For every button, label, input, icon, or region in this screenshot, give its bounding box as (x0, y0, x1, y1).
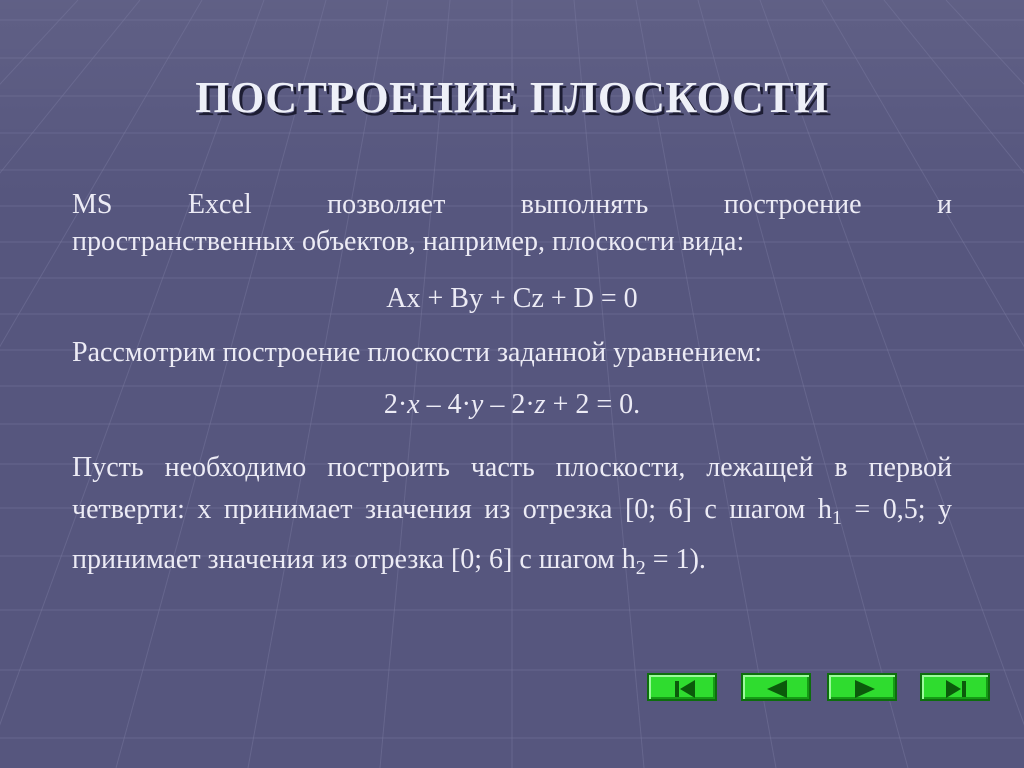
specific-plane-equation (0, 386, 1024, 423)
triangle-right-icon (829, 675, 899, 703)
previous-slide-button[interactable] (741, 673, 811, 701)
eq-part: 2· (383, 389, 408, 420)
task-paragraph (72, 447, 952, 589)
eq-variable-y: y (470, 389, 484, 420)
eq-part: – 2· (483, 389, 535, 420)
eq-part: – 4· (419, 389, 471, 420)
skip-to-start-icon (649, 675, 719, 703)
eq-variable-z: z (534, 389, 546, 420)
eq-variable-x: x (407, 389, 420, 420)
subscript: 2 (635, 557, 646, 579)
intro-line-1 (72, 186, 952, 223)
task-text: = 1). (645, 544, 706, 575)
slide-title: ПОСТРОЕНИЕ ПЛОСКОСТИ (195, 73, 829, 122)
general-plane-equation: Ax + By + Cz + D = 0 (386, 283, 638, 314)
eq-part: + 2 = 0. (545, 389, 641, 420)
task-text: = 0,5; y принимает значения из отрезка [0; 6] с шагом h (72, 494, 952, 575)
word: построение (723, 189, 862, 220)
word: и (937, 189, 952, 220)
triangle-left-icon (743, 675, 813, 703)
word: выполнять (520, 189, 649, 220)
skip-to-end-icon (922, 675, 992, 703)
task-text: Пусть необходимо построить часть плоскости, лежащей в первой четверти: x принимает значения из отрезка [0; 6] с шагом h (72, 452, 952, 525)
word: Excel (187, 189, 252, 220)
subscript: 1 (831, 507, 842, 529)
word: позволяет (327, 189, 446, 220)
consider-paragraph: Рассмотрим построение плоскости заданной уравнением: (72, 337, 763, 368)
next-slide-button[interactable] (827, 673, 897, 701)
intro-line-2: пространственных объектов, например, плоскости вида: (72, 226, 745, 257)
first-slide-button[interactable] (647, 673, 717, 701)
last-slide-button[interactable] (920, 673, 990, 701)
word: MS (72, 189, 113, 220)
intro-paragraph (72, 186, 952, 260)
